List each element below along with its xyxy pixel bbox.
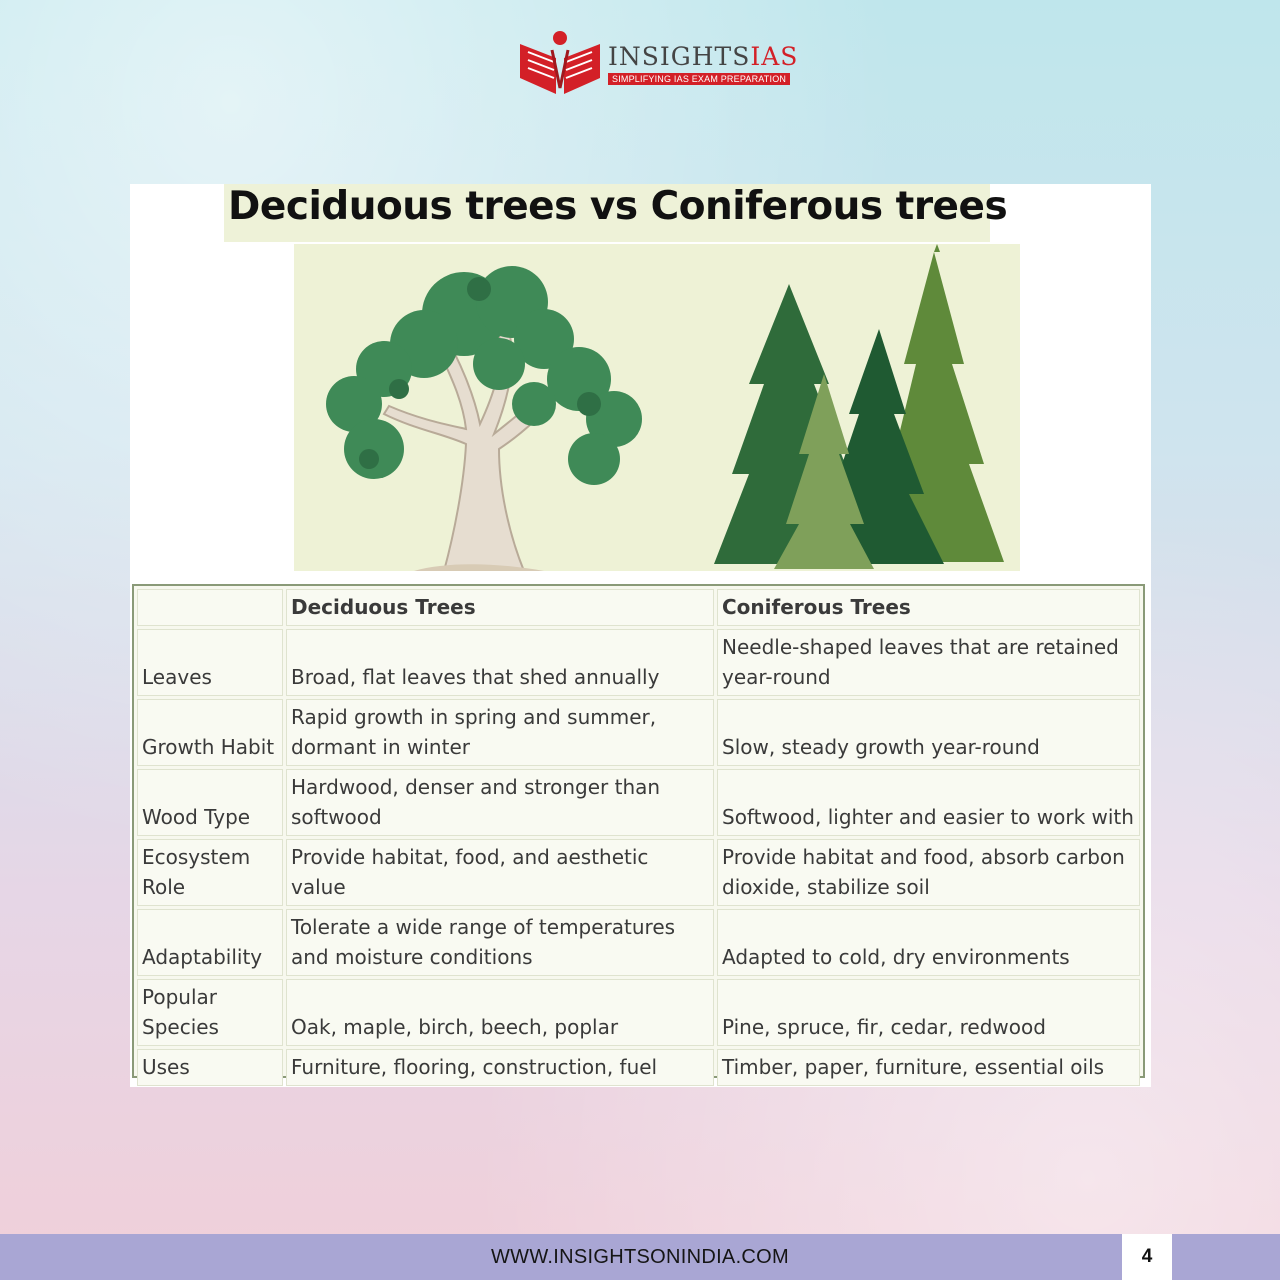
row-label: Adaptability [137, 909, 283, 976]
header-cell-coniferous: Coniferous Trees [717, 589, 1140, 626]
title-box [224, 184, 1008, 242]
table-row [137, 1049, 1140, 1086]
row-label: Uses [137, 1049, 283, 1086]
coniferous-trees-icon [714, 244, 1004, 569]
page-title: Deciduous trees vs Coniferous trees [228, 184, 1008, 229]
footer-url[interactable]: WWW.INSIGHTSONINDIA.COM [491, 1246, 789, 1268]
table-row [137, 769, 1140, 836]
header-cell-blank [137, 589, 283, 626]
table-row [137, 699, 1140, 766]
coniferous-cell: Slow, steady growth year-round [717, 699, 1140, 766]
table-row [137, 839, 1140, 906]
deciduous-cell: Hardwood, denser and stronger than softwood [286, 769, 714, 836]
logo-wordmark [608, 42, 798, 71]
page-number: 4 [1122, 1234, 1172, 1280]
table-row [137, 629, 1140, 696]
book-reader-icon [518, 28, 602, 98]
header-cell-deciduous: Deciduous Trees [286, 589, 714, 626]
coniferous-cell: Needle-shaped leaves that are retained year-round [717, 629, 1140, 696]
deciduous-cell: Broad, flat leaves that shed annually [286, 629, 714, 696]
comparison-table [132, 584, 1145, 1078]
deciduous-tree-icon [326, 266, 642, 571]
coniferous-cell: Adapted to cold, dry environments [717, 909, 1140, 976]
table-row [137, 979, 1140, 1046]
trees-illustration [294, 244, 1020, 571]
row-label: Wood Type [137, 769, 283, 836]
deciduous-cell: Oak, maple, birch, beech, poplar [286, 979, 714, 1046]
content-card [130, 184, 1151, 1087]
logo-name-part1: INSIGHTS [608, 42, 751, 71]
table-header-row [137, 589, 1140, 626]
deciduous-cell: Provide habitat, food, and aesthetic value [286, 839, 714, 906]
row-label: Leaves [137, 629, 283, 696]
coniferous-cell: Pine, spruce, fir, cedar, redwood [717, 979, 1140, 1046]
row-label: Ecosystem Role [137, 839, 283, 906]
deciduous-cell: Tolerate a wide range of temperatures and moisture conditions [286, 909, 714, 976]
logo-name-part2: IAS [750, 42, 799, 71]
row-label: Popular Species [137, 979, 283, 1046]
deciduous-cell: Furniture, flooring, construction, fuel [286, 1049, 714, 1086]
logo-tagline: SIMPLIFYING IAS EXAM PREPARATION [608, 73, 790, 85]
coniferous-cell: Softwood, lighter and easier to work with [717, 769, 1140, 836]
coniferous-cell: Timber, paper, furniture, essential oils [717, 1049, 1140, 1086]
row-label: Growth Habit [137, 699, 283, 766]
table-row [137, 909, 1140, 976]
insightsias-logo [518, 28, 799, 98]
coniferous-cell: Provide habitat and food, absorb carbon dioxide, stabilize soil [717, 839, 1140, 906]
footer-bar [0, 1234, 1280, 1280]
deciduous-cell: Rapid growth in spring and summer, dormant in winter [286, 699, 714, 766]
